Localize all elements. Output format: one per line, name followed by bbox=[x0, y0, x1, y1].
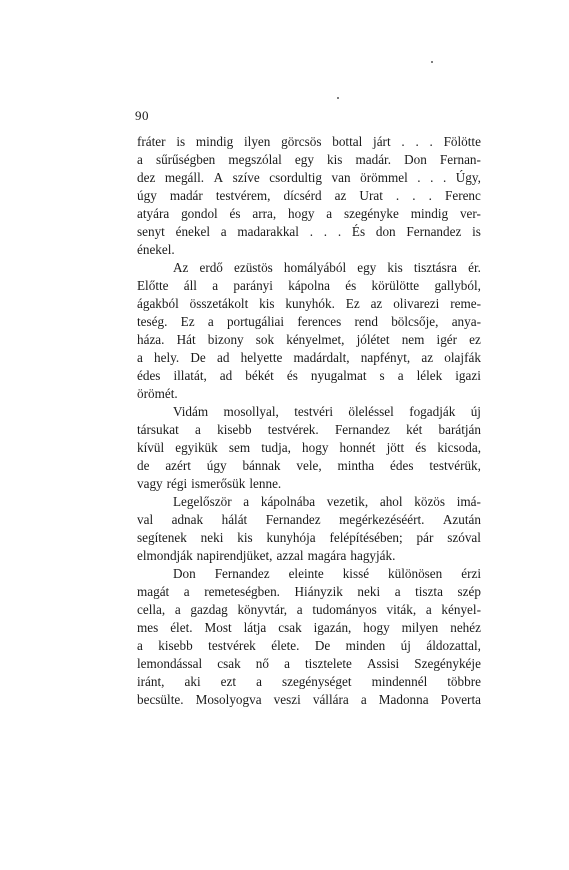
word: is bbox=[176, 134, 186, 149]
word: val bbox=[137, 512, 154, 527]
word: felépítésében; bbox=[329, 530, 403, 545]
word: Assisi bbox=[366, 656, 400, 671]
word: öleléssel bbox=[348, 404, 394, 419]
word: vezetik, bbox=[326, 494, 369, 509]
word: milyen bbox=[401, 620, 439, 635]
word: mintha bbox=[337, 458, 375, 473]
word: látja bbox=[243, 620, 267, 635]
word: Fernandez bbox=[214, 566, 270, 581]
word: cella, bbox=[137, 602, 166, 617]
word: is bbox=[472, 224, 481, 239]
text-line bbox=[137, 313, 481, 331]
word: madár. bbox=[355, 152, 392, 167]
word: illatát, bbox=[173, 368, 207, 383]
word: és bbox=[415, 440, 427, 455]
text-line bbox=[137, 529, 481, 547]
word: a bbox=[183, 584, 190, 599]
word: tudományos bbox=[312, 602, 377, 617]
word: a bbox=[394, 584, 401, 599]
word: elmondják bbox=[137, 548, 193, 563]
body-text bbox=[137, 133, 481, 709]
text-line bbox=[137, 349, 481, 367]
word: élete. bbox=[271, 638, 300, 653]
word: madarakkal bbox=[237, 224, 299, 239]
word: megáll. bbox=[164, 170, 205, 185]
word: viták, bbox=[386, 602, 417, 617]
word: helyette bbox=[240, 350, 283, 365]
word: Fölötte bbox=[443, 134, 481, 149]
word: mosollyal, bbox=[223, 404, 279, 419]
word: Úgy, bbox=[455, 170, 481, 185]
word: adnak bbox=[171, 512, 204, 527]
word: a bbox=[137, 638, 143, 653]
word: kicsoda, bbox=[437, 440, 481, 455]
word: A bbox=[213, 170, 224, 185]
word: eleinte bbox=[288, 566, 324, 581]
word: ferences bbox=[297, 314, 342, 329]
word: testvérük, bbox=[429, 458, 481, 473]
word: a bbox=[425, 602, 432, 617]
text-line bbox=[137, 277, 481, 295]
text-line bbox=[137, 133, 481, 151]
word: neki bbox=[357, 584, 381, 599]
text-line bbox=[137, 169, 481, 187]
word: . bbox=[417, 170, 421, 185]
text-line bbox=[137, 331, 481, 349]
word: áldozattal, bbox=[426, 638, 481, 653]
word: igazi bbox=[455, 368, 481, 383]
word: kis bbox=[387, 260, 403, 275]
word: a bbox=[220, 224, 227, 239]
word: igazán, bbox=[313, 620, 352, 635]
word: ez bbox=[469, 332, 481, 347]
word: társukat bbox=[137, 422, 179, 437]
word: Fernandez bbox=[406, 224, 462, 239]
word: s bbox=[379, 368, 385, 383]
word: érzi bbox=[461, 566, 481, 581]
word: minden bbox=[345, 638, 386, 653]
word: Legelőször bbox=[173, 494, 232, 509]
word: . bbox=[395, 188, 400, 203]
word: Poverta bbox=[440, 692, 481, 707]
word: Ez bbox=[345, 296, 360, 311]
word: sűrűségben bbox=[155, 152, 216, 167]
word: remeteségben. bbox=[204, 584, 280, 599]
word: kis bbox=[259, 296, 275, 311]
word: különösen bbox=[388, 566, 443, 581]
word: testvéri bbox=[294, 404, 334, 419]
word: csak bbox=[278, 620, 302, 635]
ink-speck bbox=[337, 97, 339, 99]
text-line bbox=[137, 493, 481, 511]
word: kunyhók. bbox=[285, 296, 335, 311]
word: . bbox=[309, 224, 313, 239]
text-line bbox=[137, 655, 481, 673]
word: új bbox=[400, 638, 411, 653]
word: kényel- bbox=[441, 602, 481, 617]
word: úgy bbox=[206, 458, 227, 473]
word: homályából bbox=[283, 260, 347, 275]
word: iránt, bbox=[137, 674, 165, 689]
word: reme- bbox=[450, 296, 481, 311]
word: énekel bbox=[175, 224, 211, 239]
word: közös bbox=[414, 494, 446, 509]
word: hagyják. bbox=[350, 548, 396, 563]
word: úgy bbox=[137, 188, 157, 203]
word: kunyhója bbox=[266, 530, 316, 545]
word: De bbox=[190, 350, 206, 365]
word: ismerősük bbox=[191, 476, 246, 491]
word: ad bbox=[216, 350, 230, 365]
word: barátján bbox=[438, 422, 481, 437]
word: vele, bbox=[296, 458, 322, 473]
word: azért bbox=[165, 458, 191, 473]
word: Don bbox=[404, 152, 427, 167]
word: nem bbox=[401, 332, 425, 347]
word: kisebb bbox=[217, 422, 252, 437]
word: csak bbox=[217, 656, 241, 671]
word: Hát bbox=[176, 332, 196, 347]
word: testvérem, bbox=[215, 188, 271, 203]
word: Vidám bbox=[173, 404, 209, 419]
word: kényelmet, bbox=[286, 332, 345, 347]
word: nő bbox=[255, 656, 269, 671]
word: háza. bbox=[137, 332, 165, 347]
word: mindennél bbox=[371, 674, 428, 689]
text-line bbox=[137, 547, 481, 565]
word: szóval bbox=[447, 530, 481, 545]
word: Mosolyogva bbox=[195, 692, 262, 707]
word: hálát bbox=[221, 512, 248, 527]
word: a bbox=[397, 368, 404, 383]
word: . bbox=[442, 170, 447, 185]
word: imá- bbox=[456, 494, 481, 509]
word: mindig bbox=[410, 206, 449, 221]
word: Don bbox=[173, 566, 196, 581]
text-line bbox=[137, 673, 481, 691]
text-line bbox=[137, 619, 481, 637]
word: kis bbox=[327, 152, 343, 167]
word: szíve bbox=[232, 170, 260, 185]
word: vagy bbox=[137, 476, 163, 491]
word: hogy bbox=[363, 620, 390, 635]
word: az bbox=[421, 350, 434, 365]
word: ad bbox=[219, 368, 233, 383]
word: a bbox=[195, 422, 201, 437]
word: vállára bbox=[312, 692, 349, 707]
word: összetákolt bbox=[189, 296, 249, 311]
word: Az bbox=[173, 260, 189, 275]
word: görcsös bbox=[281, 134, 322, 149]
word: kívül bbox=[137, 440, 165, 455]
word: élet. bbox=[170, 620, 193, 635]
word: don bbox=[375, 224, 396, 239]
word: . bbox=[415, 134, 419, 149]
word: a bbox=[174, 602, 181, 617]
word: Azután bbox=[442, 512, 481, 527]
word: bánnak bbox=[242, 458, 281, 473]
word: ezt bbox=[220, 674, 237, 689]
text-line bbox=[137, 259, 481, 277]
word: gallyból, bbox=[434, 278, 481, 293]
word: hely. bbox=[154, 350, 180, 365]
word: hogy bbox=[302, 440, 329, 455]
word: ágakból bbox=[137, 296, 179, 311]
word: parányi bbox=[233, 278, 273, 293]
word: napirendjüket, bbox=[196, 548, 273, 563]
word: az bbox=[334, 188, 347, 203]
word: édes bbox=[137, 368, 161, 383]
word: fráter bbox=[137, 134, 166, 149]
text-line bbox=[137, 385, 481, 403]
text-line bbox=[137, 637, 481, 655]
word: Fernandez bbox=[334, 422, 390, 437]
word: dez bbox=[137, 170, 156, 185]
word: Ferenc bbox=[445, 188, 481, 203]
word: azzal bbox=[276, 548, 304, 563]
word: van bbox=[331, 170, 351, 185]
word: lenne. bbox=[249, 476, 282, 491]
text-line bbox=[137, 205, 481, 223]
word: madár bbox=[169, 188, 203, 203]
word: Most bbox=[204, 620, 232, 635]
word: körülötte bbox=[371, 278, 420, 293]
word: többre bbox=[447, 674, 481, 689]
word: lemondással bbox=[137, 656, 203, 671]
word: testvérek. bbox=[267, 422, 319, 437]
word: ahol bbox=[379, 494, 403, 509]
word: édes bbox=[390, 458, 414, 473]
word: . bbox=[323, 224, 328, 239]
word: madárdalt, bbox=[293, 350, 350, 365]
word: de bbox=[137, 458, 150, 473]
word: bottal bbox=[332, 134, 363, 149]
word: lélek bbox=[416, 368, 443, 383]
ink-speck bbox=[431, 61, 433, 63]
word: a bbox=[212, 278, 219, 293]
word: jólétet bbox=[356, 332, 390, 347]
word: gondol bbox=[181, 206, 218, 221]
word: egyikük bbox=[175, 440, 218, 455]
word: honnét bbox=[339, 440, 376, 455]
word: erdő bbox=[199, 260, 223, 275]
word: . bbox=[337, 224, 342, 239]
word: kisebb bbox=[158, 638, 193, 653]
word: kis bbox=[237, 530, 253, 545]
word: ezüstös bbox=[233, 260, 273, 275]
text-line bbox=[137, 295, 481, 313]
text-line bbox=[137, 583, 481, 601]
word: rend bbox=[354, 314, 378, 329]
word: örömét. bbox=[137, 386, 178, 401]
word: ér. bbox=[468, 260, 481, 275]
word: a bbox=[284, 656, 290, 671]
word: aki bbox=[184, 674, 201, 689]
word: Szegénykéje bbox=[414, 656, 481, 671]
word: szegényke bbox=[343, 206, 399, 221]
word: olajfák bbox=[444, 350, 481, 365]
word: mes bbox=[137, 620, 159, 635]
word: veszi bbox=[273, 692, 301, 707]
text-line bbox=[137, 241, 481, 259]
text-line bbox=[137, 367, 481, 385]
word: tisztelete bbox=[305, 656, 352, 671]
word: énekel. bbox=[137, 242, 175, 257]
word: Fernandez bbox=[265, 512, 321, 527]
word: arra, bbox=[252, 206, 277, 221]
word: csordultig bbox=[269, 170, 323, 185]
word: új bbox=[470, 404, 481, 419]
word: tisztásra bbox=[413, 260, 458, 275]
word: fogadják bbox=[409, 404, 456, 419]
word: a bbox=[326, 206, 333, 221]
word: a bbox=[207, 314, 214, 329]
word: anya- bbox=[451, 314, 481, 329]
word: két bbox=[406, 422, 423, 437]
word: kissé bbox=[342, 566, 370, 581]
text-line bbox=[137, 511, 481, 529]
word: senyt bbox=[137, 224, 165, 239]
text-line bbox=[137, 439, 481, 457]
word: portugáliai bbox=[226, 314, 285, 329]
word: olivarezi bbox=[393, 296, 440, 311]
word: nehéz bbox=[450, 620, 481, 635]
word: És bbox=[351, 224, 366, 239]
word: neki bbox=[200, 530, 224, 545]
word: Urat bbox=[359, 188, 383, 203]
word: dícsérd bbox=[283, 188, 322, 203]
word: örömmel bbox=[360, 170, 408, 185]
text-line bbox=[137, 691, 481, 709]
word: atyára bbox=[137, 206, 170, 221]
word: . bbox=[428, 188, 432, 203]
word: sok bbox=[255, 332, 275, 347]
word: a bbox=[256, 674, 262, 689]
word: tudja, bbox=[261, 440, 291, 455]
word: járt bbox=[373, 134, 391, 149]
word: megszólal bbox=[228, 152, 282, 167]
word: Madonna bbox=[378, 692, 429, 707]
word: szép bbox=[457, 584, 481, 599]
word: a bbox=[296, 602, 303, 617]
word: . bbox=[412, 188, 416, 203]
text-line bbox=[137, 403, 481, 421]
word: jött bbox=[386, 440, 405, 455]
word: De bbox=[314, 638, 331, 653]
word: magára bbox=[307, 548, 347, 563]
word: Hiányzik bbox=[294, 584, 343, 599]
word: mindig bbox=[195, 134, 234, 149]
word: és bbox=[345, 278, 357, 293]
word: Fernan- bbox=[439, 152, 481, 167]
word: a bbox=[137, 152, 143, 167]
word: ilyen bbox=[244, 134, 271, 149]
page-number: 90 bbox=[135, 108, 149, 123]
word: teség. bbox=[137, 314, 168, 329]
word: Ez bbox=[180, 314, 195, 329]
text-line bbox=[137, 223, 481, 241]
word: . bbox=[429, 134, 433, 149]
word: könyvtár, bbox=[237, 602, 288, 617]
word: segítenek bbox=[137, 530, 187, 545]
word: bizony bbox=[207, 332, 244, 347]
word: becsülte. bbox=[137, 692, 184, 707]
word: hogy bbox=[288, 206, 315, 221]
word: nyugalmat bbox=[310, 368, 367, 383]
text-line bbox=[137, 457, 481, 475]
word: . bbox=[430, 170, 434, 185]
word: sem bbox=[228, 440, 251, 455]
word: és bbox=[229, 206, 241, 221]
word: ver- bbox=[459, 206, 481, 221]
word: régi bbox=[166, 476, 188, 491]
word: egy bbox=[294, 152, 314, 167]
text-line bbox=[137, 187, 481, 205]
word: napfényt, bbox=[360, 350, 411, 365]
word: szegénységet bbox=[281, 674, 352, 689]
word: magát bbox=[137, 584, 170, 599]
word: bölcsője, bbox=[391, 314, 439, 329]
text-line bbox=[137, 421, 481, 439]
word: gazdag bbox=[190, 602, 228, 617]
word: testvérek bbox=[208, 638, 256, 653]
word: a bbox=[243, 494, 250, 509]
word: a bbox=[360, 692, 367, 707]
text-line bbox=[137, 565, 481, 583]
word: pár bbox=[416, 530, 434, 545]
text-line bbox=[137, 601, 481, 619]
word: kápolna bbox=[288, 278, 330, 293]
word: egy bbox=[357, 260, 377, 275]
word: és bbox=[286, 368, 298, 383]
word: áll bbox=[183, 278, 197, 293]
word: békét bbox=[245, 368, 274, 383]
word: igér bbox=[436, 332, 458, 347]
word: kápolnába bbox=[260, 494, 316, 509]
word: a bbox=[137, 350, 143, 365]
word: . bbox=[401, 134, 405, 149]
word: Előtte bbox=[137, 278, 169, 293]
text-line bbox=[137, 475, 481, 493]
word: megérkezéséért. bbox=[339, 512, 425, 527]
word: az bbox=[370, 296, 383, 311]
text-line bbox=[137, 151, 481, 169]
word: tiszta bbox=[415, 584, 443, 599]
